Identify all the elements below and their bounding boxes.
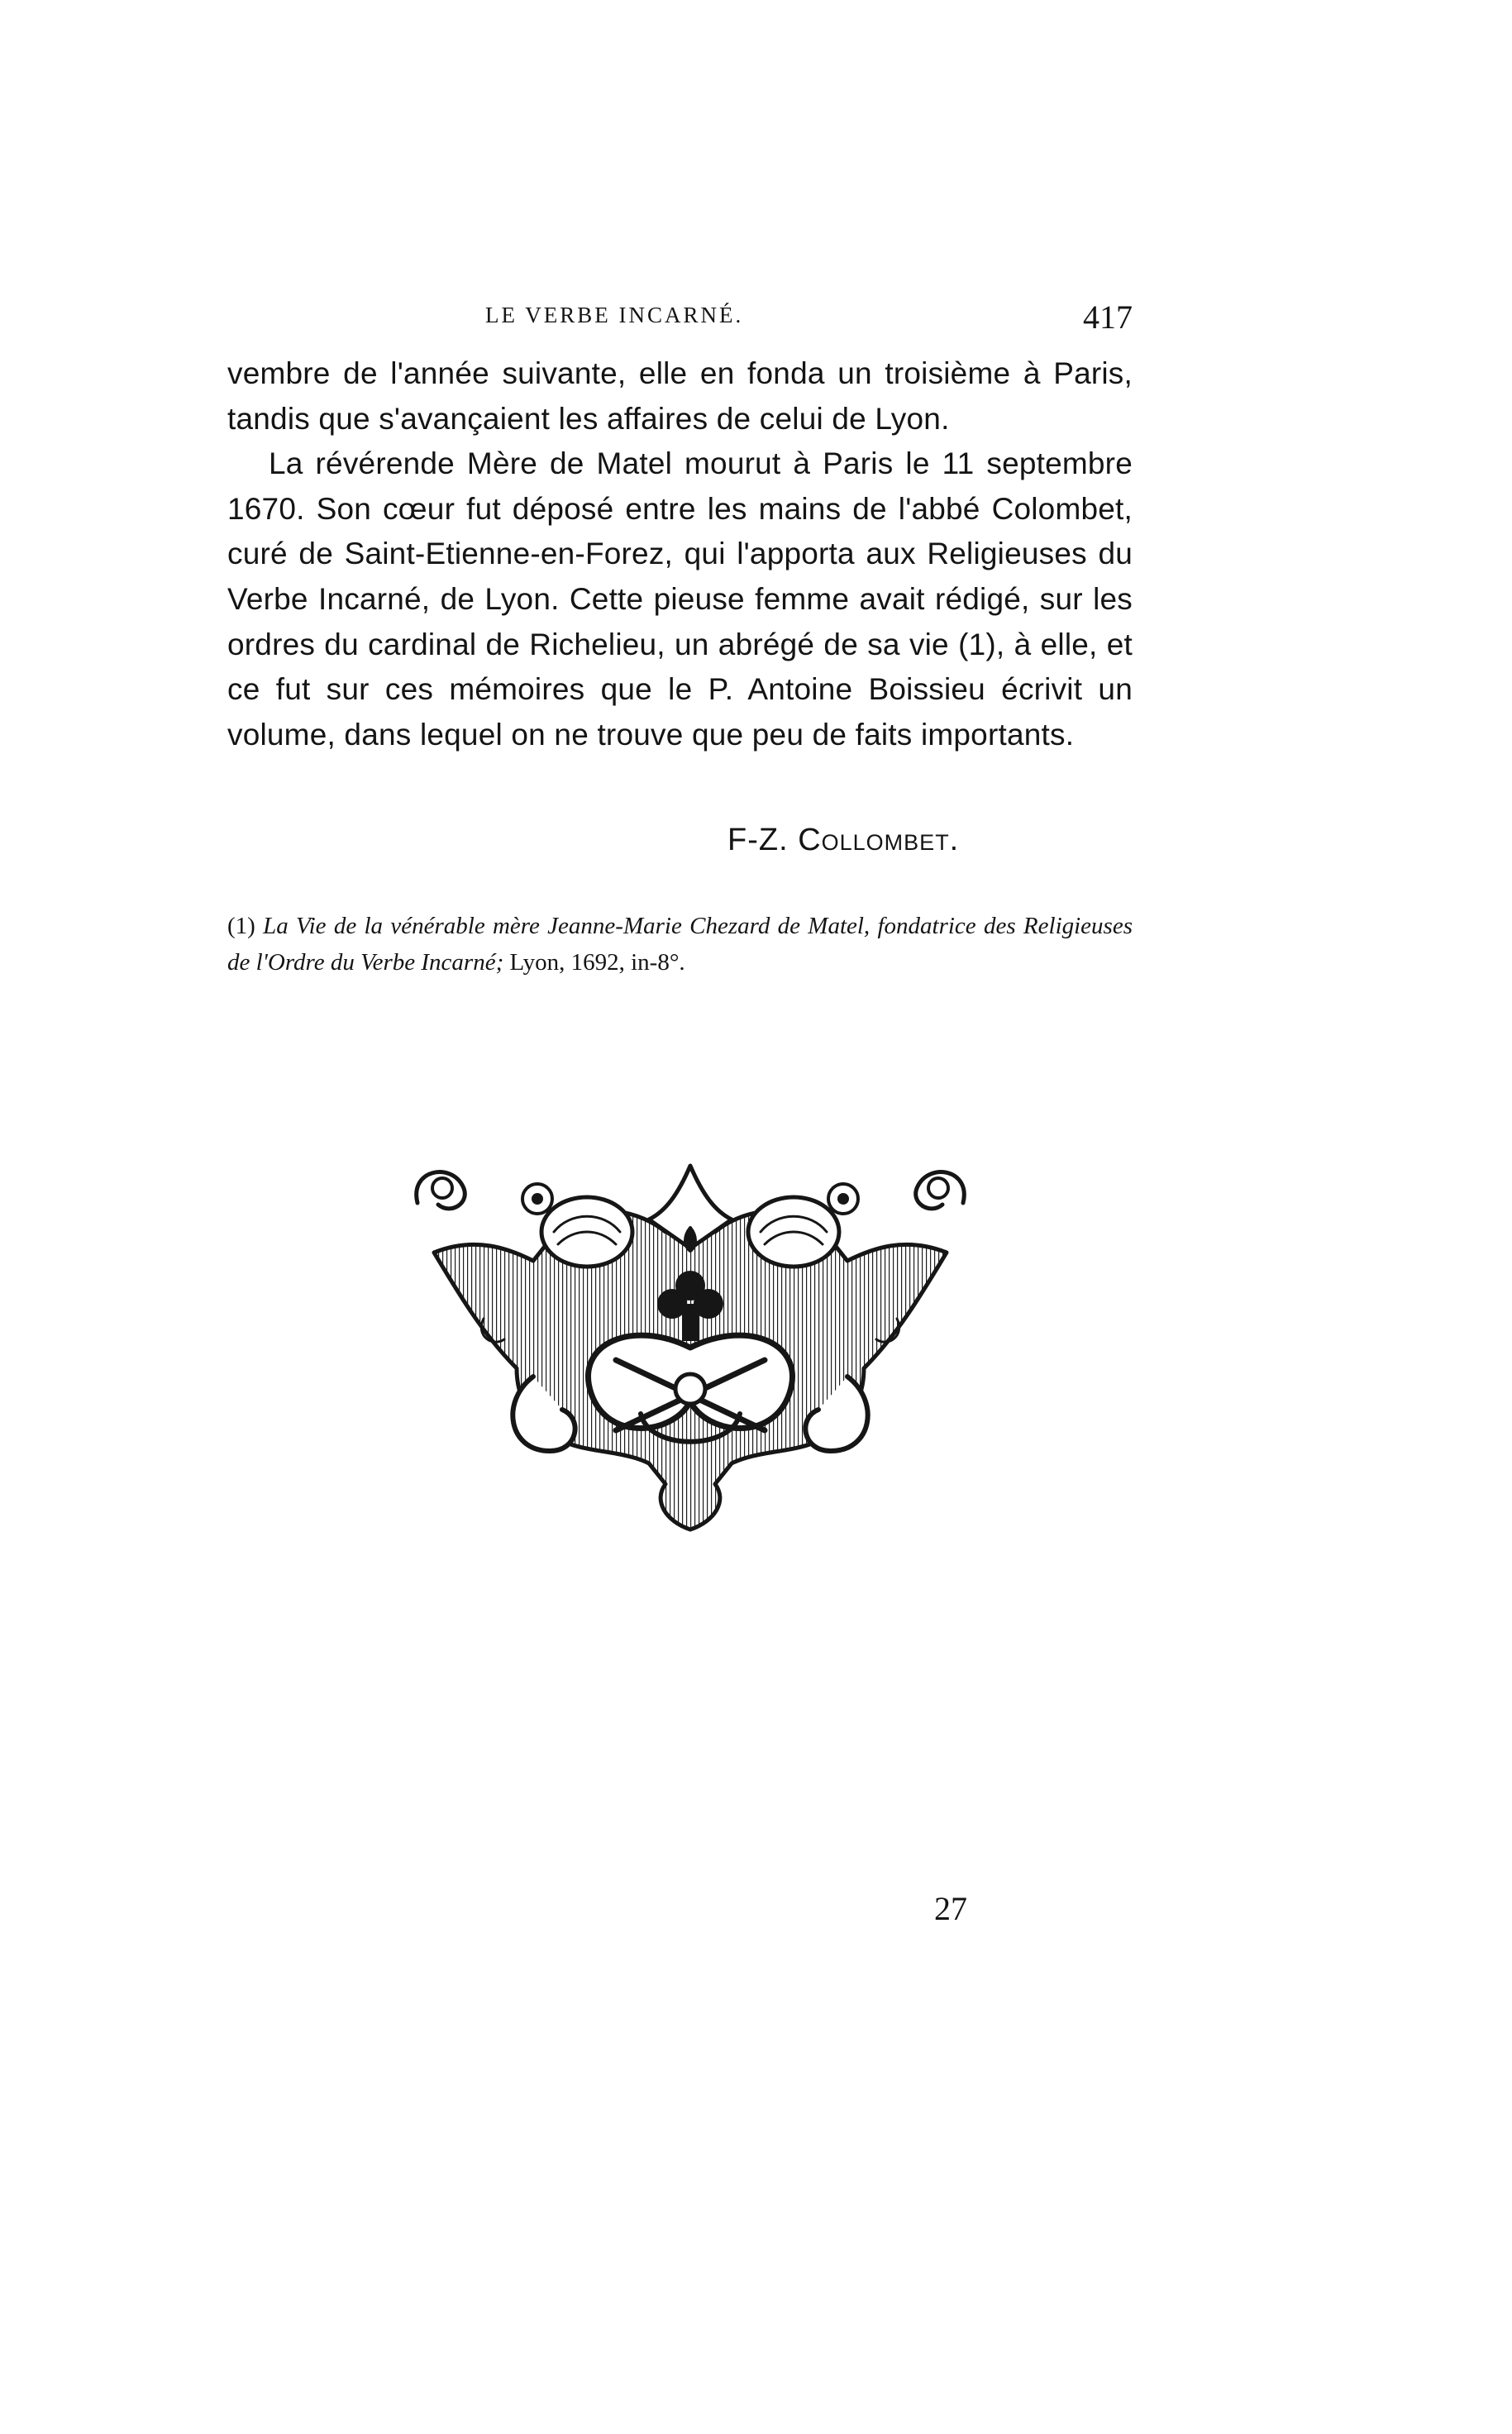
gathering-mark: 27 [934,1890,967,1927]
page-number: 417 [1083,298,1133,336]
running-head [227,298,1133,339]
body-text [227,351,1133,757]
footnote-title: La Vie de la vénérable mère Jeanne-Marie Chezard de Matel, fondatrice des Religieuses de l'Ordre du Verbe Incarné; [227,913,1133,976]
footnote-imprint: Lyon, 1692, in-8°. [509,949,685,976]
paragraph-continuation: vembre de l'année suivante, elle en fonda un troisième à Paris, tandis que s'avançaient les affaires de celui de Lyon. [227,356,1133,436]
author-signature [727,823,959,858]
running-title: LE VERBE INCARNÉ. [485,303,744,327]
signature-initials: F-Z. [727,823,789,857]
footnote [227,908,1133,981]
signature-surname: Collombet. [798,823,960,857]
footnote-marker: (1) [227,913,255,939]
paragraph-main: La révérende Mère de Matel mourut à Paris le 11 septembre 1670. Son cœur fut déposé entre les mains de l'abbé Colombet, curé de Saint-Etienne-en-Forez, qui l'apporta aux Religieuses du Verbe Incarné, de Lyon. Cette pieuse femme avait rédigé, sur les ordres du cardinal de Richelieu, un abrégé de sa vie (1), à elle, et ce fut sur ces mémoires que le P. Antoine Boissieu écrivit un volume, dans lequel on ne trouve que peu de faits importants. [227,446,1133,752]
floral-tailpiece-ornament-icon [401,1153,980,1542]
